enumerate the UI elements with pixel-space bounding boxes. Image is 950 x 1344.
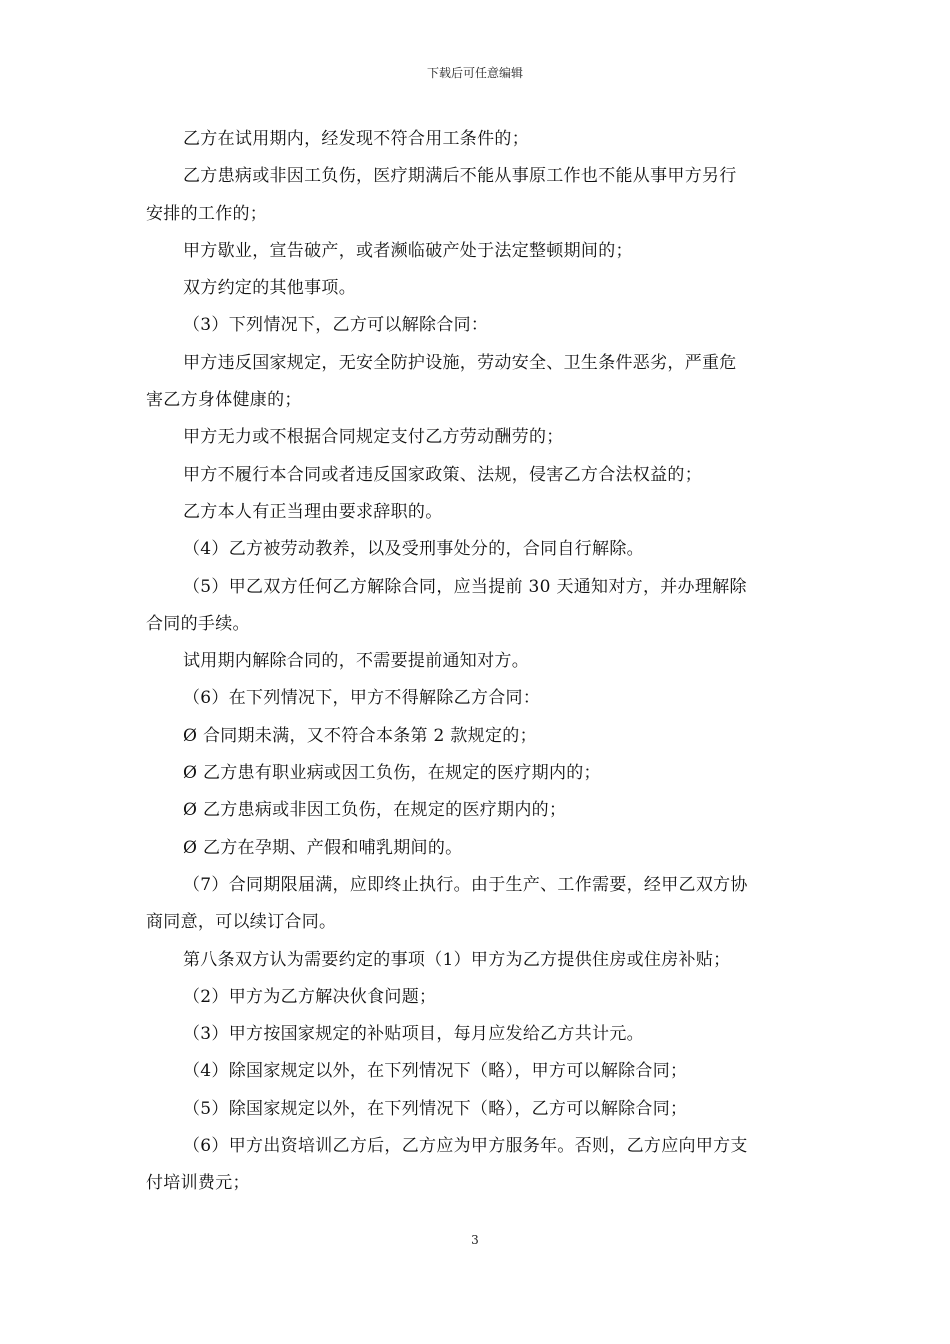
text-line: （3）甲方按国家规定的补贴项目，每月应发给乙方共计元。	[183, 1024, 644, 1045]
page-number: 3	[471, 1233, 479, 1247]
text-line: 付培训费元；	[146, 1173, 250, 1194]
text-line: 试用期内解除合同的，不需要提前通知对方。	[183, 651, 529, 672]
text-line: 安排的工作的；	[146, 203, 268, 224]
text-line: 甲方歇业，宣告破产，或者濒临破产处于法定整顿期间的；	[183, 240, 633, 261]
text-line: Ø 乙方患有职业病或因工负伤，在规定的医疗期内的；	[183, 763, 601, 784]
text-line: 害乙方身体健康的；	[146, 390, 302, 411]
text-line: Ø 乙方在孕期、产假和哺乳期间的。	[183, 837, 463, 858]
text-line: 甲方不履行本合同或者违反国家政策、法规，侵害乙方合法权益的；	[183, 464, 702, 485]
text-line: （6）在下列情况下，甲方不得解除乙方合同：	[183, 688, 541, 709]
page-header: 下载后可任意编辑	[426, 66, 523, 80]
text-line: （4）乙方被劳动教养，以及受刑事处分的，合同自行解除。	[183, 539, 644, 560]
text-line: Ø 合同期未满，又不符合本条第 2 款规定的；	[183, 725, 537, 746]
text-line: 商同意，可以续订合同。	[146, 912, 337, 933]
text-line: 合同的手续。	[146, 613, 250, 634]
text-line: （3）下列情况下，乙方可以解除合同：	[183, 315, 489, 336]
text-line: 乙方在试用期内，经发现不符合用工条件的；	[183, 129, 529, 149]
document-body	[146, 121, 810, 1203]
text-line: Ø 乙方患病或非因工负伤，在规定的医疗期内的；	[183, 800, 567, 821]
text-line: （7）合同期限届满，应即终止执行。由于生产、工作需要，经甲乙双方协	[183, 874, 748, 895]
text-line: 甲方无力或不根据合同规定支付乙方劳动酬劳的；	[183, 427, 564, 448]
text-line: 双方约定的其他事项。	[183, 278, 356, 299]
text-line: （4）除国家规定以外，在下列情况下（略），甲方可以解除合同；	[183, 1061, 688, 1082]
text-line: （6）甲方出资培训乙方后，乙方应为甲方服务年。否则，乙方应向甲方支	[183, 1136, 748, 1157]
text-line: （5）甲乙双方任何乙方解除合同，应当提前 30 天通知对方，并办理解除	[183, 576, 747, 597]
text-line: 第八条双方认为需要约定的事项（1）甲方为乙方提供住房或住房补贴；	[183, 949, 731, 970]
text-line: 乙方本人有正当理由要求辞职的。	[183, 501, 443, 522]
text-line: （2）甲方为乙方解决伙食问题；	[183, 986, 437, 1007]
text-line: 甲方违反国家规定，无安全防护设施，劳动安全、卫生条件恶劣，严重危	[183, 352, 737, 373]
text-line: （5）除国家规定以外，在下列情况下（略），乙方可以解除合同；	[183, 1098, 688, 1119]
text-line: 乙方患病或非因工负伤，医疗期满后不能从事原工作也不能从事甲方另行	[183, 166, 737, 187]
